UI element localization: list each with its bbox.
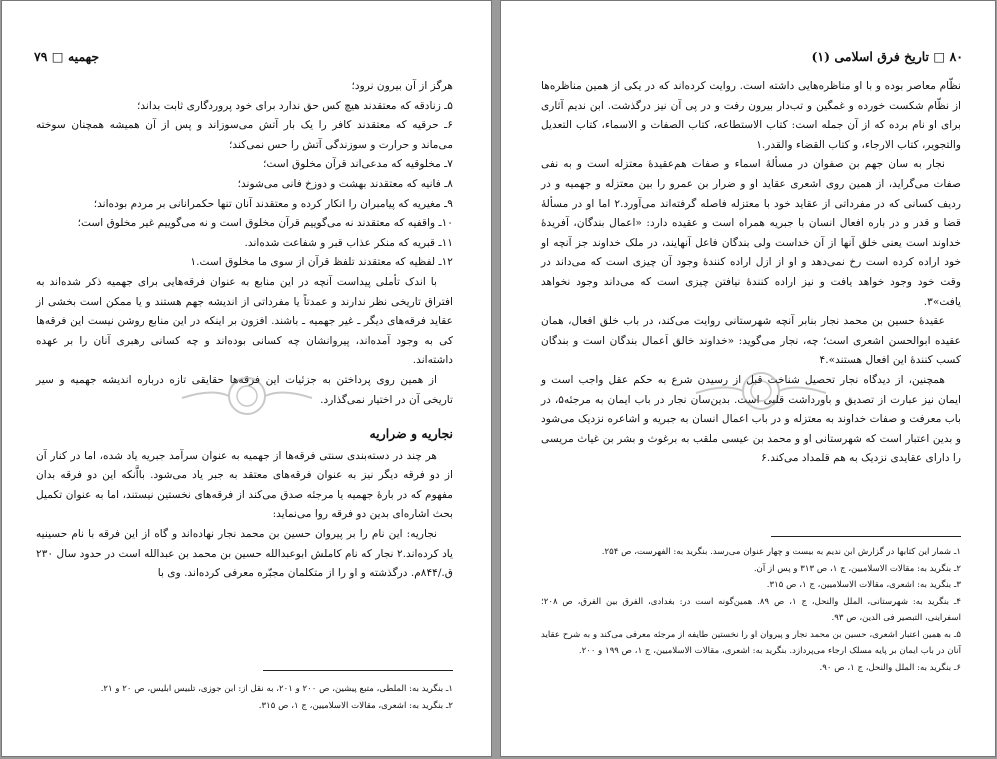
paragraph: همچنین، از دیدگاه نجار تحصیل شناخت قبل از رسیدن شرع به حکم عقل واجب است و ایمان نیز عبارت از تصدیق و باورداشت قلبی است. بدین‌سان نجار در باب ایمان به مرجئه۵، در باب معرفت و صفات خداوند به معتزله و در باب اعمال انسان به جبریه و اشاعره نزدیک می‌شود و بدین اعتبار است که شهرستانی او و محمد بن عیسی ملقب به برغوث و بشر بن غیاث مریسی را دارای عقایدی نزدیک به هم قلمداد می‌کند.۶	[541, 373, 961, 465]
footnote: ۳ـ بنگرید به: اشعری، مقالات الاسلامیین، ج ۱، ص ۳۱۵.	[766, 580, 961, 590]
footnote: ۱ـ بنگرید به: الملطی، متبع پیشین، ص ۲۰۰ و ۲۰۱، به نقل از: ابن جوزی، تلبیس ابلیس، ص ۲۰ و ۲۱.	[100, 684, 453, 694]
list-item: ۵ـ زنادقه که معتقدند هیچ کس حق ندارد برای خود پروردگاری ثابت بداند؛	[137, 99, 453, 112]
header-title	[34, 49, 99, 64]
paragraph: از همین روی پرداختن به جزئیات این فرقه‌ها حقایقی تازه درباره اندیشه جهمیه و سیر تاریخی آن در اختیار نمی‌گذارد.	[36, 373, 453, 406]
square-ornament-icon: □	[51, 49, 64, 64]
header-title-text: جهمیه	[67, 49, 100, 64]
footnote-divider	[771, 536, 961, 537]
footnote: ۶ـ بنگرید به: الملل والنحل، ج ۱، ص ۹۰.	[819, 662, 961, 673]
paragraph: با اندک تأملی پیداست آنچه در این منابع به عنوان فرقه‌هایی برای جهمیه ذکر شده‌اند به افتراق تاریخی نظر ندارند و عمدتاً یا مفرداتی از اندیشه جهم هستند و یا ممکن است بخشی از عقاید فرقه‌های دیگر ـ غیر جهمیه ـ باشند. افزون بر اینکه در این منابع روشن نیست این فرقه‌ها کی به وجود آمده‌اند، پیروانشان چه کسانی بوده‌اند و چه کسانی رهبری آنان را بر عهده داشته‌اند.	[36, 275, 453, 367]
paragraph: هر چند در دسته‌بندی سنتی فرقه‌ها از جهمیه به عنوان سرآمد جبریه یاد شده، اما در کنار آن از دو فرقه دیگر نیز به عنوان فرقه‌های معتقد به جبر یاد می‌شود. بااَّنکه این دو فرقه بدان مفهوم که در بارهٔ جهمیه یا مرجئه صدق می‌کند از فرقه‌های نخستین نیستند، اما به عنوان تکمیل بحث اشاره‌ای بدین دو فرقه روا می‌نماید:	[36, 449, 453, 521]
header-title	[811, 49, 963, 64]
list-item: ۱۰ـ واقفیه که معتقدند نه می‌گوییم قرآن مخلوق است و نه می‌گوییم غیر مخلوق است؛	[77, 217, 453, 230]
paragraph: نظّام معاصر بوده و با او مناظره‌هایی داشته است. روایت کرده‌اند که در یکی از همین مناظره‌ها از نظّام شکست خورده و غمگین و تب‌دار بیرون رفت و در پی آن نیز درگذشت. ابن ندیم آثاری برای او نام برده که از آن جمله است: کتاب الاستطاعه، کتاب الصفات و الاسماء، کتاب التعدیل والتجویر، کتاب الارجاء، و کتاب القضاء والقدر.۱	[541, 80, 961, 151]
footnotes	[541, 544, 961, 676]
list-item: ۹ـ مغیریه که پیامبران را انکار کرده و معتقدند آنان تنها حکمرانانی بر مردم بوده‌اند؛	[93, 197, 453, 210]
paragraph: نجار به سان جهم بن صفوان در مسألهٔ اسماء و صفات هم‌عقیدهٔ معتزله است و به نفی صفات می‌گراید، از همین روی اشعری عقاید او و ضرار بن عمرو را بین معتزله و جهمیه و در ردیف کسانی که در مفرداتی از عقاید خود با معتزله فاصله گرفته‌اند می‌آورد.۲ اما او در مسألهٔ قضا و قدر و در باره افعال انسان با جبریه همراه است و عقیده دارد: «اعمال بندگان، آفریدهٔ خداوند است یعنی خلق آنها از آن خداست ولی بندگان فاعل آنهایند، در ملک خداوند جز آنچه او خود اراده کرده است رخ نمی‌دهد و او از ازل اراده کنندهٔ وجود آن چیزی است که می‌داند در وقت خود وجود خواهد یافت و نیز اراده کنندهٔ نیافتن چیزی است که می‌داند وجود نخواهد یافت»۳.	[541, 158, 962, 308]
paragraph: عقیدهٔ حسین بن محمد نجار بنابر آنچه شهرستانی روایت می‌کند، در باب خلق افعال، همان عقیده ابوالحسن اشعری است؛ چه، نجار می‌گوید: «خداوند خالق اَعمال بندگان است و بندگان کسب کنندهٔ این افعال هستند».۴	[541, 315, 961, 367]
list-item: هرگز از آن بیرون نرود؛	[351, 80, 453, 92]
list-item: ۱۱ـ قبریه که منکر عذاب قبر و شفاعت شده‌اند.	[244, 236, 453, 249]
footnote: ۴ـ بنگرید به: شهرستانی، الملل والنحل، ج ۱، ص ۸۹. همین‌گونه است در: بغدادی، الفرق بین الفرق، ص ۲۰۸؛ اسفراینی، التبصیر فی الدین، ص ۹۳.	[541, 596, 961, 623]
footnotes	[36, 681, 453, 714]
running-head	[34, 49, 459, 69]
section-heading: نجاریه و ضراریه	[369, 426, 453, 442]
square-ornament-icon: □	[933, 49, 946, 64]
footnote: ۲ـ بنگرید به: اشعری، مقالات الاسلامیین، ج ۱، ص ۳۱۵.	[258, 700, 453, 711]
list-item: ۸ـ فانیه که معتقدند بهشت و دوزخ فانی می‌شوند؛	[237, 177, 453, 190]
list-item: ۱۲ـ لفظیه که معتقدند تلفظ قرآن از سوی ما مخلوق است.۱	[190, 256, 453, 269]
page-number: ۷۹	[34, 49, 48, 64]
footnote: ۱ـ شمار این کتابها در گزارش ابن ندیم به بیست و چهار عنوان می‌رسد. بنگرید به: الفهرست، ص ۲۵۴.	[601, 547, 961, 557]
footnote-divider	[263, 670, 453, 671]
paragraph: نجاریه: این نام را بر پیروان حسین بن محمد نجار نهاده‌اند و گاه از این فرقه با نام حسینیه یاد کرده‌اند.۲ نجار که نام کاملش ابوعبدالله حسین بن محمد بن عبدالله است در حدود سال ۲۳۰ ق./۸۴۴م. درگذشته و او را از متکلمان مجبّره معرفی کرده‌اند. وی با	[36, 528, 453, 580]
right-page	[500, 0, 996, 757]
header-title-text: تاریخ فرق اسلامی (۱)	[811, 49, 930, 64]
running-head	[533, 49, 963, 69]
footnote: ۲ـ بنگرید به: مقالات الاسلامیین، ج ۱، ص ۳۱۳ و پس از آن.	[753, 563, 961, 574]
list-item: ۷ـ مخلوقیه که مدعی‌اند قرآن مخلوق است؛	[263, 158, 453, 171]
library-stamp-watermark	[691, 361, 831, 421]
footnote: ۵ـ به همین اعتبار اشعری، حسین بن محمد نجار و پیروان او را نخستین طایفه از مرجئه معرفی می‌کند و به شرح عقاید آنان در باب ایمان بر پایه مسلک ارجاء می‌پردازد. بنگرید به: اشعری، مقالات الاسلامیین، ج ۱، ص ۱۹۹ و ۲۰۰.	[541, 629, 961, 656]
page-number: ۸۰	[949, 49, 963, 64]
body-text	[36, 77, 453, 584]
list-item: ۶ـ حرقیه که معتقدند کافر را یک بار آتش می‌سوزاند و پس از آن همیشه همچنان سوخته می‌ماند و حرارت و سوزندگی آتش را حس نمی‌کند؛	[36, 119, 453, 151]
left-page	[1, 0, 492, 757]
library-stamp-watermark	[177, 366, 317, 426]
